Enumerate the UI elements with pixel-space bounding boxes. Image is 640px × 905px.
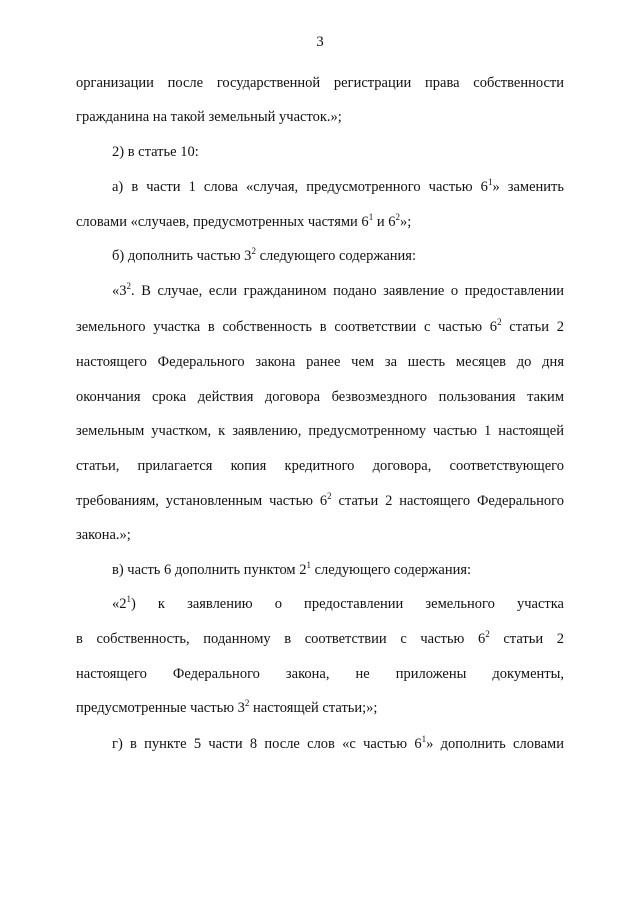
superscript: 2 <box>485 629 490 640</box>
text-segment: и 6 <box>373 214 396 230</box>
text-segment: ) к заявлению о предоставлении земельного участка <box>131 596 564 612</box>
text-segment: организации после государственной регистрации права собственности <box>76 75 564 91</box>
text-segment: статьи, прилагается копия кредитного договора, соответствующего <box>76 458 564 474</box>
text-line <box>76 388 564 406</box>
text-line <box>76 74 564 92</box>
text-segment: гражданина на такой земельный участок.»; <box>76 109 342 125</box>
text-line <box>112 178 564 196</box>
text-segment: окончания срока действия договора безвозмездного пользования таким <box>76 389 564 405</box>
superscript: 1 <box>368 212 374 223</box>
text-segment: » дополнить словами <box>426 736 564 752</box>
text-segment: в собственность, поданному в соответствии с частью 6 <box>76 631 486 647</box>
superscript: 1 <box>487 177 493 188</box>
text-segment: »; <box>399 214 412 230</box>
text-line <box>112 143 564 161</box>
text-segment: требованиям, установленным частью 6 <box>76 493 328 509</box>
superscript: 2 <box>126 281 131 292</box>
text-line <box>112 282 564 300</box>
text-line <box>76 422 564 440</box>
superscript: 2 <box>251 246 256 257</box>
text-segment: настоящего Федерального закона ранее чем за шесть месяцев до дня <box>76 354 564 370</box>
text-segment: земельным участком, к заявлению, предусмотренному частью 1 настоящей <box>76 423 564 439</box>
text-line <box>76 665 564 683</box>
text-segment: «3 <box>112 283 127 299</box>
text-segment: в) часть 6 дополнить пунктом 2 <box>112 562 307 578</box>
text-segment: статьи 2 <box>501 319 564 335</box>
text-line <box>76 630 564 648</box>
text-line <box>76 699 564 717</box>
text-line <box>112 561 564 579</box>
text-line <box>76 492 564 510</box>
text-segment: г) в пункте 5 части 8 после слов «с частью 6 <box>112 736 422 752</box>
text-line <box>76 108 564 126</box>
text-segment: «2 <box>112 596 127 612</box>
text-segment: словами «случаев, предусмотренных частями 6 <box>76 214 369 230</box>
superscript: 2 <box>395 212 400 223</box>
text-segment: а) в части 1 слова «случая, предусмотренного частью 6 <box>112 179 488 195</box>
text-segment: . В случае, если гражданином подано заявление о предоставлении <box>131 283 564 299</box>
superscript: 1 <box>126 594 131 605</box>
superscript: 1 <box>306 560 311 571</box>
superscript: 2 <box>497 317 502 328</box>
text-segment: закона.»; <box>76 527 131 543</box>
text-segment: предусмотренные частью 3 <box>76 700 245 716</box>
text-segment: настоящей статьи;»; <box>249 700 378 716</box>
text-line <box>76 457 564 475</box>
text-line <box>76 318 564 336</box>
text-segment: б) дополнить частью 3 <box>112 248 252 264</box>
text-line <box>112 595 564 613</box>
text-line <box>76 526 564 544</box>
text-line <box>112 247 564 265</box>
superscript: 1 <box>421 734 427 745</box>
text-segment: 2) в статье 10: <box>112 144 199 160</box>
text-line <box>76 353 564 371</box>
superscript: 2 <box>244 698 250 709</box>
text-segment: следующего содержания: <box>255 248 417 264</box>
text-line <box>76 213 564 231</box>
text-segment: статьи 2 настоящего Федерального <box>331 493 564 509</box>
superscript: 2 <box>327 491 332 502</box>
page-number: 3 <box>316 34 324 50</box>
text-segment: следующего содержания: <box>310 562 472 578</box>
text-segment: » заменить <box>492 179 564 195</box>
text-segment: статьи 2 <box>489 631 564 647</box>
text-line <box>112 735 564 753</box>
text-segment: земельного участка в собственность в соответствии с частью 6 <box>76 319 498 335</box>
text-segment: настоящего Федерального закона, не приложены документы, <box>76 666 564 682</box>
